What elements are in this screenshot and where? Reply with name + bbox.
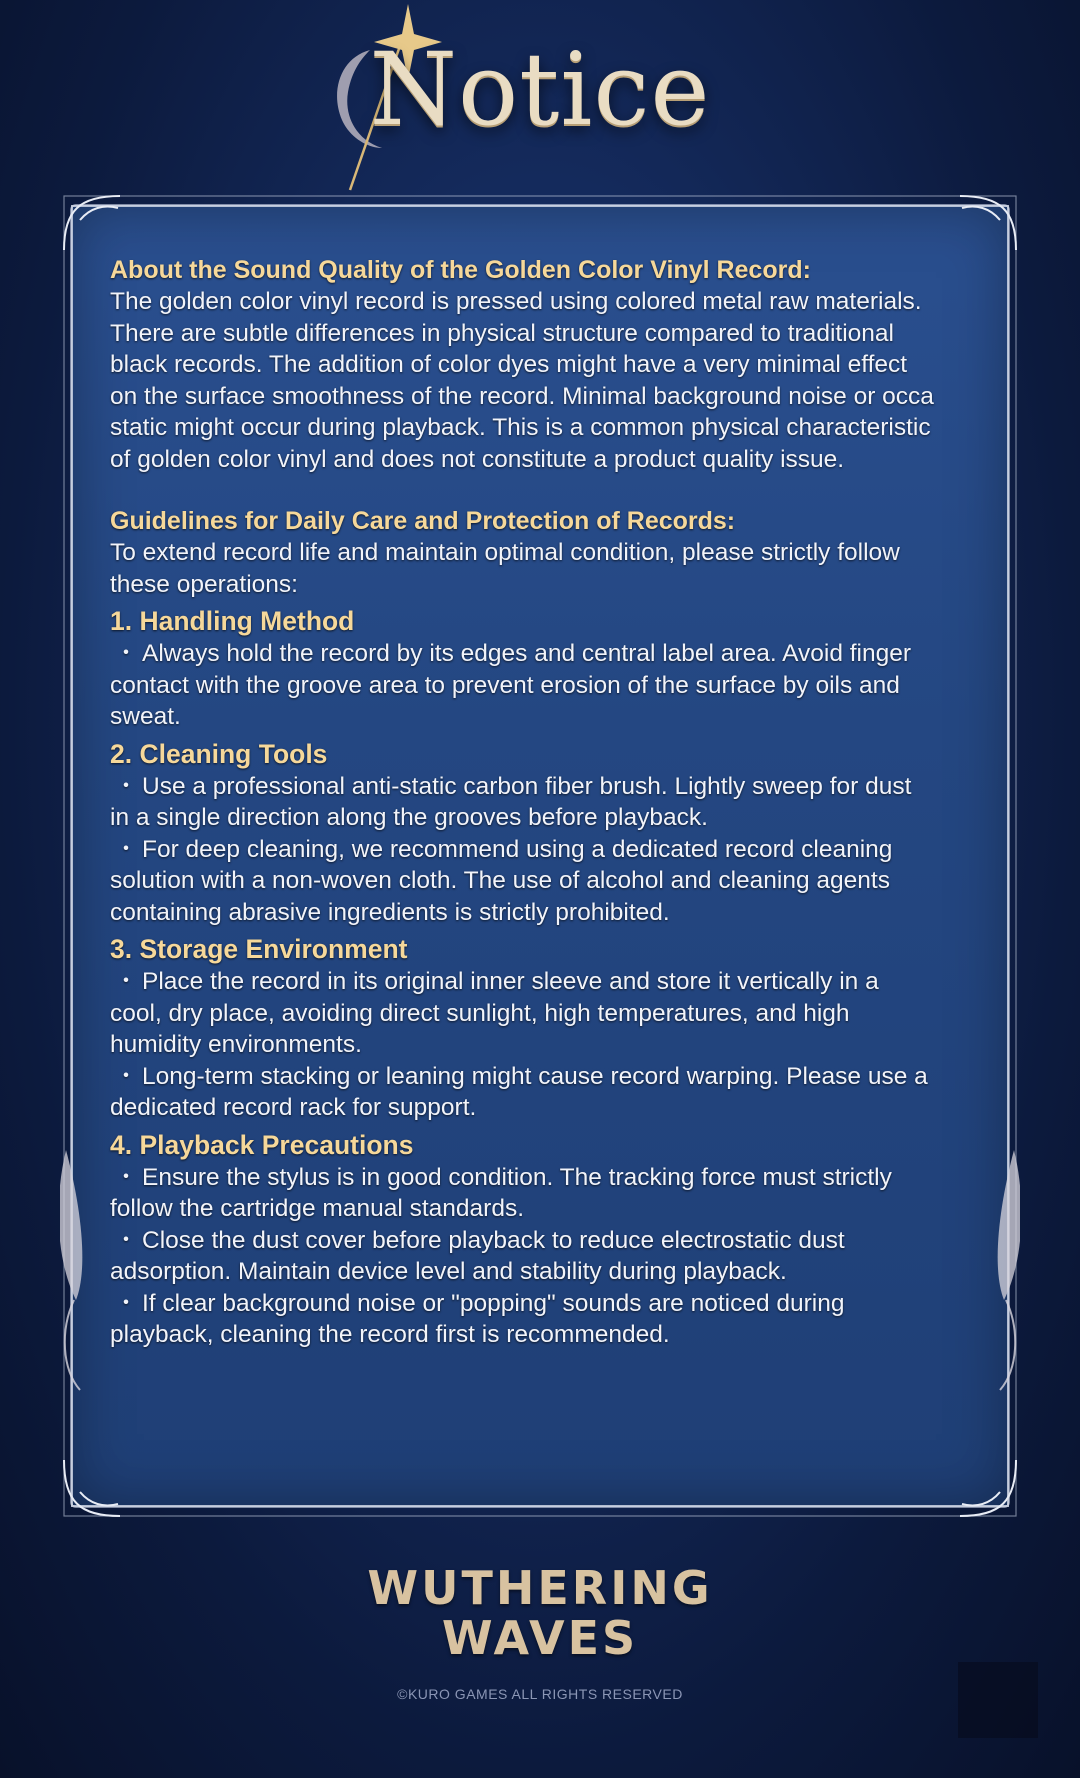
bullet-text: dedicated record rack for support. bbox=[110, 1094, 477, 1121]
bullet-text: in a single direction along the grooves before playback. bbox=[110, 804, 708, 831]
bullet-dot-icon: ・ bbox=[113, 1062, 139, 1090]
bullet-dot-icon: ・ bbox=[113, 772, 139, 800]
bullet-text: solution with a non-woven cloth. The use of alcohol and cleaning agents bbox=[110, 867, 890, 894]
brand-logo-line1: WUTHERING bbox=[367, 1561, 713, 1615]
bullet-text: Place the record in its original inner sleeve and store it vertically in a bbox=[142, 968, 879, 995]
bullet-text: If clear background noise or "popping" sounds are noticed during bbox=[142, 1289, 845, 1317]
sound-quality-paragraph bbox=[110, 286, 980, 475]
bullet-text: sweat. bbox=[110, 703, 181, 730]
bullet-item bbox=[110, 834, 980, 929]
bullet-text: Long-term stacking or leaning might cause record warping. Please use a bbox=[142, 1062, 928, 1090]
bullet-text: humidity environments. bbox=[110, 1031, 362, 1058]
care-intro-paragraph bbox=[110, 537, 980, 600]
bullet-text: Ensure the stylus is in good condition. The tracking force must strictly bbox=[142, 1163, 892, 1191]
bullet-dot-icon: ・ bbox=[113, 1163, 139, 1191]
paragraph-line: these operations: bbox=[110, 570, 298, 598]
paragraph-line: of golden color vinyl and does not constitute a product quality issue. bbox=[110, 445, 845, 473]
paragraph-line: There are subtle differences in physical structure compared to traditional bbox=[110, 319, 894, 347]
bullet-item bbox=[110, 1225, 980, 1288]
notice-content bbox=[110, 254, 980, 1351]
page-title: Notice bbox=[369, 31, 711, 148]
bullet-item bbox=[110, 638, 980, 733]
subheading-cleaning-tools: 2. Cleaning Tools bbox=[110, 738, 328, 769]
bullet-text: For deep cleaning, we recommend using a dedicated record cleaning bbox=[142, 835, 893, 863]
bullet-dot-icon: ・ bbox=[113, 640, 139, 667]
subheading-storage-environment: 3. Storage Environment bbox=[110, 934, 408, 964]
bullet-item bbox=[110, 966, 980, 1061]
paragraph-line: black records. The addition of color dyes might have a very minimal effect bbox=[110, 351, 908, 378]
paragraph-line: The golden color vinyl record is pressed using colored metal raw materials. bbox=[110, 288, 922, 315]
bullet-text: Use a professional anti-static carbon fiber brush. Lightly sweep for dust bbox=[142, 772, 912, 800]
bullet-dot-icon: ・ bbox=[113, 1226, 139, 1254]
bullet-text: Always hold the record by its edges and central label area. Avoid finger bbox=[142, 640, 912, 667]
paragraph-line: To extend record life and maintain optimal condition, please strictly follow bbox=[110, 539, 900, 566]
copyright-notice: ©KURO GAMES ALL RIGHTS RESERVED bbox=[397, 1686, 683, 1702]
bullet-item bbox=[110, 1162, 980, 1225]
subheading-handling-method: 1. Handling Method bbox=[110, 606, 355, 636]
bullet-dot-icon: ・ bbox=[113, 835, 139, 863]
bullet-dot-icon: ・ bbox=[113, 968, 139, 995]
bullet-text: playback, cleaning the record first is recommended. bbox=[110, 1321, 670, 1348]
bullet-text: cool, dry place, avoiding direct sunlight, high temperatures, and high bbox=[110, 999, 850, 1027]
bullet-dot-icon: ・ bbox=[113, 1289, 139, 1317]
section-heading-care-guidelines: Guidelines for Daily Care and Protection of Records: bbox=[110, 507, 736, 535]
section-heading-sound-quality: About the Sound Quality of the Golden Color Vinyl Record: bbox=[110, 256, 811, 284]
bullet-item bbox=[110, 1288, 980, 1351]
bullet-text: contact with the groove area to prevent erosion of the surface by oils and bbox=[110, 671, 900, 699]
bullet-text: containing abrasive ingredients is strictly prohibited. bbox=[110, 898, 670, 926]
paragraph-line: static might occur during playback. This is a common physical characteristic bbox=[110, 414, 931, 441]
bullet-text: Close the dust cover before playback to reduce electrostatic dust bbox=[142, 1226, 845, 1254]
bullet-item bbox=[110, 771, 980, 834]
subheading-playback-precautions: 4. Playback Precautions bbox=[110, 1129, 414, 1160]
paragraph-line: on the surface smoothness of the record. Minimal background noise or occa bbox=[110, 382, 934, 410]
brand-logo-line2: WAVES bbox=[441, 1611, 639, 1665]
bullet-text: follow the cartridge manual standards. bbox=[110, 1195, 524, 1222]
title-area bbox=[0, 0, 1080, 190]
bullet-item bbox=[110, 1061, 980, 1124]
bullet-text: adsorption. Maintain device level and stability during playback. bbox=[110, 1258, 787, 1285]
corner-overlay bbox=[958, 1662, 1038, 1738]
